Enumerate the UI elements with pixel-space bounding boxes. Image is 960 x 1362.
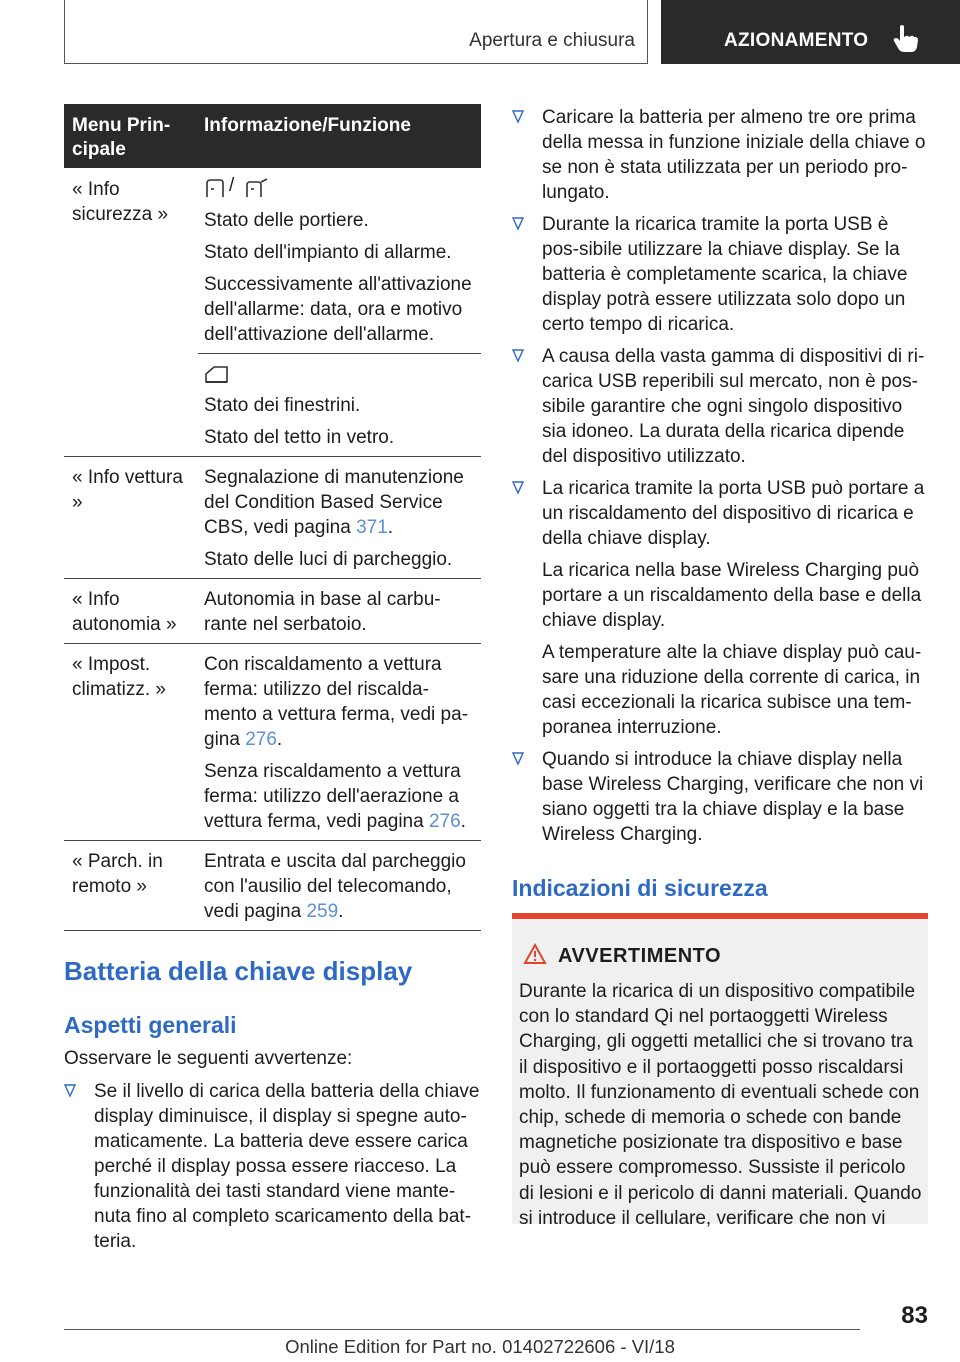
row-menu-parking: « Parch. in remoto »: [72, 851, 163, 897]
bullet-text: Durante la ricarica tramite la porta USB è pos-sibile utilizzare la chiave display. Se la batteria è completamente scarica, la chiave display potrà essere utilizzata solo dopo un certo tempo di ricarica.: [542, 214, 908, 335]
row-security-info: [204, 208, 476, 347]
warning-box: [512, 913, 928, 1229]
warning-title: AVVERTIMENTO: [558, 945, 722, 967]
chapter-header: [661, 0, 960, 64]
battery-bullet-list-left: [64, 1079, 481, 1254]
bullet-text: A temperature alte la chiave display può cau-sare una riduzione della corrente di carica, in casi eccezionali la ricarica subisce una tem-poranea interruzione.: [542, 642, 922, 738]
bullet-text: Quando si introduce la chiave display nella base Wireless Charging, verificare che non vi siano oggetti tra la chiave display e la base Wireless Charging.: [542, 749, 924, 845]
bullet-triangle-icon: [512, 752, 524, 766]
table-header: [64, 104, 481, 168]
list-item: [512, 747, 928, 847]
door-open-icon: [204, 177, 226, 199]
bullet-triangle-icon: [512, 217, 524, 231]
warning-text: Durante la ricarica di un dispositivo compatibile con lo standard Qi nel portaoggetti Wireless Charging, gli oggetti metallici che si trovano tra il dispositivo e il portaoggetti posso riscaldarsi molto. Il funzionamento di eventuali schede con chip, schede di memoria o schede con bande magnetiche posizionate tra dispositivo e base può essere compromesso. Sussiste il pericolo di lesioni e il pericolo di danni materiali. Quando si introduce il cellulare, verificare che non vi: [519, 981, 922, 1229]
bullet-text: A causa della vasta gamma di dispositivi di ri-carica USB reperibili sul mercato, non è pos-sibile garantire che ogni singolo dispositivo sia idoneo. La durata della ricarica dipende del dispositivo utilizzato.: [542, 346, 925, 467]
row-divider: [64, 643, 481, 644]
safety-heading: Indicazioni di sicurezza: [512, 875, 768, 901]
chapter-title: AZIONAMENTO: [724, 30, 869, 51]
row-climate-info: [204, 652, 476, 834]
row-parking-info: [204, 849, 476, 924]
row-vehicle-info: [204, 465, 476, 572]
hand-pointer-icon: [893, 24, 919, 54]
section-header: [64, 0, 648, 64]
cbs-text: Segnalazione di manutenzione del Condition Based Service CBS, vedi pagina: [204, 467, 464, 538]
row-divider: [64, 840, 481, 841]
row-menu-range: « Info autonomia »: [72, 589, 177, 635]
window-status-text: Stato dei finestrini.: [204, 395, 361, 416]
punctuation: .: [387, 517, 394, 538]
list-item: [512, 212, 928, 337]
page-number: 83: [901, 1302, 928, 1329]
table-header-info: Informazione/Funzione: [204, 115, 411, 136]
range-info-text: Autonomia in base al carbu-rante nel serbatoio.: [204, 589, 441, 635]
parking-lights-text: Stato delle luci di parcheggio.: [204, 549, 453, 570]
list-item: [512, 476, 928, 740]
punctuation: .: [276, 729, 283, 750]
row-menu-security: « Info sicurezza »: [72, 179, 169, 225]
row-menu-climate: « Impost. climatizz. »: [72, 654, 166, 700]
bullet-text: Se il livello di carica della batteria della chiave display diminuisce, il display si spegne auto-maticamente. La batteria deve essere carica perché il display possa essere riacceso. La funzionalità dei tasti standard viene mante-nuta fino al completo scaricamento della bat-teria.: [94, 1081, 480, 1252]
alarm-status-text: Stato dell'impianto di allarme.: [204, 242, 452, 263]
page-link-259[interactable]: 259: [306, 901, 339, 922]
row-divider: [64, 930, 481, 931]
battery-heading: Batteria della chiave display: [64, 956, 413, 986]
list-item: [512, 105, 928, 205]
row-divider: [64, 456, 481, 457]
remote-parking-text: Entrata e uscita dal parcheggio con l'ausilio del telecomando, vedi pagina: [204, 851, 466, 922]
footer-divider: [64, 1329, 860, 1330]
list-item: [64, 1079, 481, 1254]
punctuation: .: [460, 811, 466, 832]
warning-triangle-icon: [523, 943, 547, 965]
general-subheading: Aspetti generali: [64, 1012, 237, 1038]
row-window-info: [204, 393, 476, 450]
door-closed-icon: [244, 177, 270, 199]
ventilation-text: Senza riscaldamento a vettura ferma: utilizzo dell'aerazione a vettura ferma, vedi pagina: [204, 761, 461, 832]
battery-bullet-list-right: [512, 105, 928, 847]
punctuation: .: [338, 901, 344, 922]
footer-edition: Online Edition for Part no. 01402722606 - VI/18: [285, 1336, 675, 1357]
page-link-276b[interactable]: 276: [428, 811, 461, 832]
bullet-text: La ricarica nella base Wireless Charging può portare a un riscaldamento della base e della chiave display.: [542, 560, 922, 631]
row-divider: [198, 353, 481, 354]
door-status-text: Stato delle portiere.: [204, 210, 369, 231]
alarm-detail-text: Successivamente all'attivazione dell'allarme: data, ora e motivo dell'attivazione dell'allarme.: [204, 274, 472, 345]
page-link-276[interactable]: 276: [245, 729, 277, 750]
glass-roof-status-text: Stato del tetto in vetro.: [204, 427, 395, 448]
bullet-triangle-icon: [64, 1084, 76, 1098]
window-icon: [204, 364, 230, 386]
row-divider: [64, 578, 481, 579]
page-link-371[interactable]: 371: [356, 517, 388, 538]
bullet-triangle-icon: [512, 481, 524, 495]
door-icon-slash: /: [229, 175, 235, 196]
section-title: Apertura e chiusura: [469, 30, 635, 51]
bullet-text: Caricare la batteria per almeno tre ore prima della messa in funzione iniziale della chiave o se non è stata utilizzata per un periodo pro-lungato.: [542, 107, 926, 203]
intro-text: Osservare le seguenti avvertenze:: [64, 1048, 353, 1069]
bullet-text: La ricarica tramite la porta USB può portare a un riscaldamento del dispositivo di ricarica e della chiave display.: [542, 478, 925, 549]
row-menu-vehicle: « Info vettura »: [72, 467, 183, 513]
bullet-triangle-icon: [512, 349, 524, 363]
table-header-menu: Menu Prin-cipale: [72, 115, 171, 160]
list-item: [512, 344, 928, 469]
bullet-triangle-icon: [512, 110, 524, 124]
heating-text: Con riscaldamento a vettura ferma: utilizzo del riscalda-mento a vettura ferma, vedi pa-gina: [204, 654, 469, 750]
